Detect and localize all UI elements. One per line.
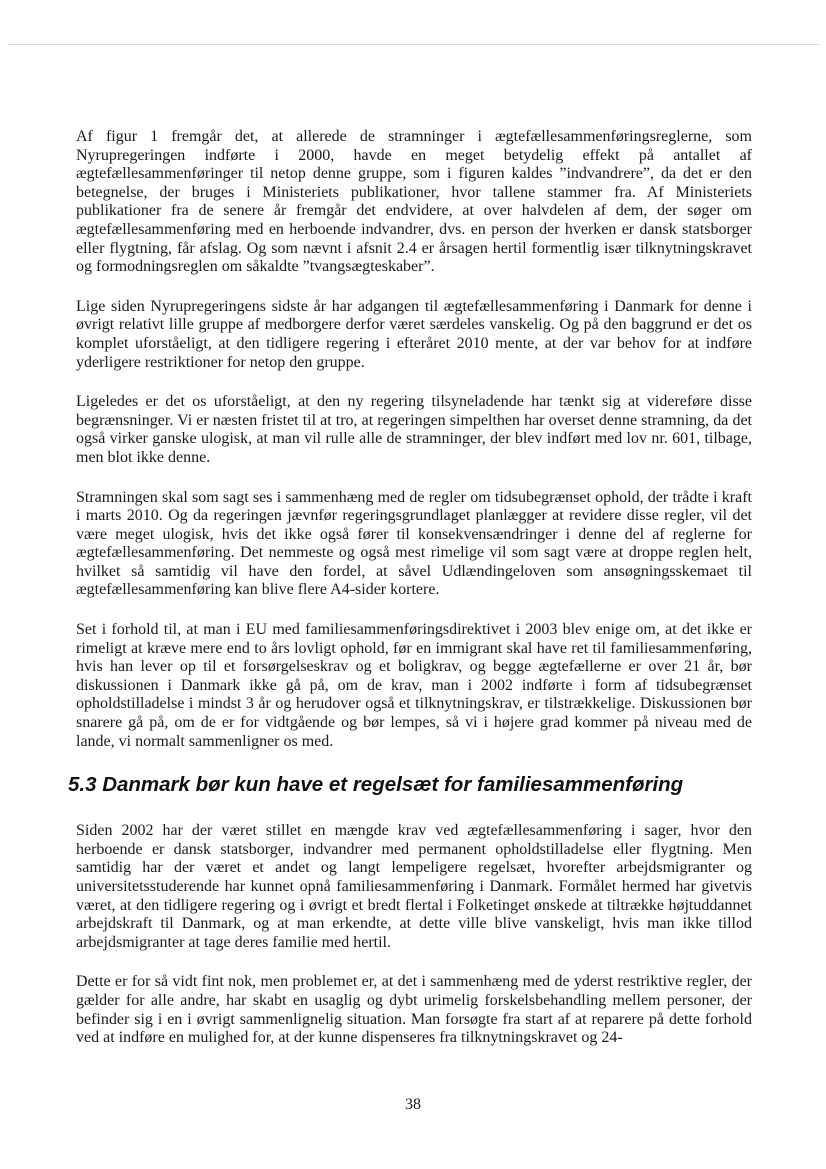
scan-edge-line xyxy=(8,44,820,45)
paragraph-time-limited-residence: Stramningen skal som sagt ses i sammenhæng med de regler om tidsubegrænset ophold, der trådte i kraft i marts 2010. Og da regeringen jævnfør regeringsgrundlaget planlægger at revidere disse regler, vil det være meget ulogisk, hvis det ikke også fører til konsekvensændringer i denne del af reglerne for ægtefællesammenføring. Det nemmeste og også mest rimelige vil som sagt være at droppe reglen helt, hvilket så samtidig vil have den fordel, at såvel Udlændingeloven som ansøgningsskemaet til ægtefællesammenføring kan blive flere A4-sider kortere. xyxy=(76,488,752,599)
paragraph-nyrup-government: Lige siden Nyrupregeringens sidste år har adgangen til ægtefællesammenføring i Danmark for denne i øvrigt relativt lille gruppe af medborgere derfor været særdeles vanskelig. Og på den baggrund er det os komplet uforståeligt, at den tidligere regering i efteråret 2010 mente, at der var behov for at indføre yderligere restriktioner for netop den gruppe. xyxy=(76,297,752,371)
page-number: 38 xyxy=(405,1096,421,1113)
paragraph-new-government: Ligeledes er det os uforståeligt, at den ny regering tilsyneladende har tænkt sig at videreføre disse begrænsninger. Vi er næsten fristet til at tro, at regeringen simpelthen har overset denne stramning, da det også virker ganske ulogisk, at man vil rulle alle de stramninger, der blev indført med lov nr. 601, tilbage, men blot ikke denne. xyxy=(76,393,752,466)
paragraph-problem: Dette er for så vidt fint nok, men problemet er, at det i sammenhæng med de yderst restriktive regler, der gælder for alle andre, har skabt en usaglig og dybt urimelig forskelsbehandling mellem personer, der befinder sig i en i øvrigt sammenlignelig situation. Man forsøgte fra start af at reparere på dette forhold ved at indføre en mulighed for, at der kunne dispenseres fra tilknytningskravet og 24- xyxy=(76,973,752,1047)
section-heading: 5.3 Danmark bør kun have et regelsæt for familiesammenføring xyxy=(68,773,684,797)
paragraph-figure-1-effect: Af figur 1 fremgår det, at allerede de stramninger i ægtefællesammenføringsreglerne, som Nyrupregeringen indførte i 2000, havde en meget betydelig effekt på antallet af ægtefællesammenføringer til netop denne gruppe, som i figuren kaldes ”indvandrere”, da det er den betegnelse, der bruges i Ministeriets publikationer, hvor tallene stammer fra. Af Ministeriets publikationer fra de senere år fremgår det endvidere, at over halvdelen af dem, der søger om ægtefællesammenføring med en herboende indvandrer, dvs. en person der hverken er dansk statsborger eller flygtning, får afslag. Og som nævnt i afsnit 2.4 er årsagen hertil formentlig især tilknytningskravet og formodningsreglen om såkaldte ”tvangsægteskaber”. xyxy=(76,128,752,276)
paragraph-eu-directive: Set i forhold til, at man i EU med familiesammenføringsdirektivet i 2003 blev enige om, at det ikke er rimeligt at kræve mere end to års lovligt ophold, før en immigrant skal have ret til familiesammenføring, hvis han lever op til et forsørgelseskrav og et boligkrav, og begge ægtefællerne er over 21 år, bør diskussionen i Danmark ikke gå på, om de krav, man i 2002 indførte i form af tidsubegrænset opholdstilladelse i mindst 3 år og herudover også et tilknytningskrav, er tilstrækkelige. Diskussionen bør snarere gå på, om de er for vidtgående og bør lempes, så vi i højere grad kommer på niveau med de lande, vi normalt sammenligner os med. xyxy=(76,621,752,750)
paragraph-since-2002: Siden 2002 har der været stillet en mængde krav ved ægtefællesammenføring i sager, hvor den herboende er dansk statsborger, indvandrer med permanent opholdstilladelse eller flygtning. Men samtidig har der været et andet og langt lempeligere regelsæt, hvorefter arbejdsmigranter og universitetsstuderende har kunnet opnå familiesammenføring i Danmark. Formålet hermed har givetvis været, at den tidligere regering og i øvrigt et bredt flertal i Folketinget ønskede at tiltrække højtuddannet arbejdskraft til Danmark, og at man erkendte, at dette ville blive vanskeligt, hvis man ikke tillod arbejdsmigranter at tage deres familie med hertil. xyxy=(76,822,752,951)
page-body xyxy=(68,128,752,1069)
